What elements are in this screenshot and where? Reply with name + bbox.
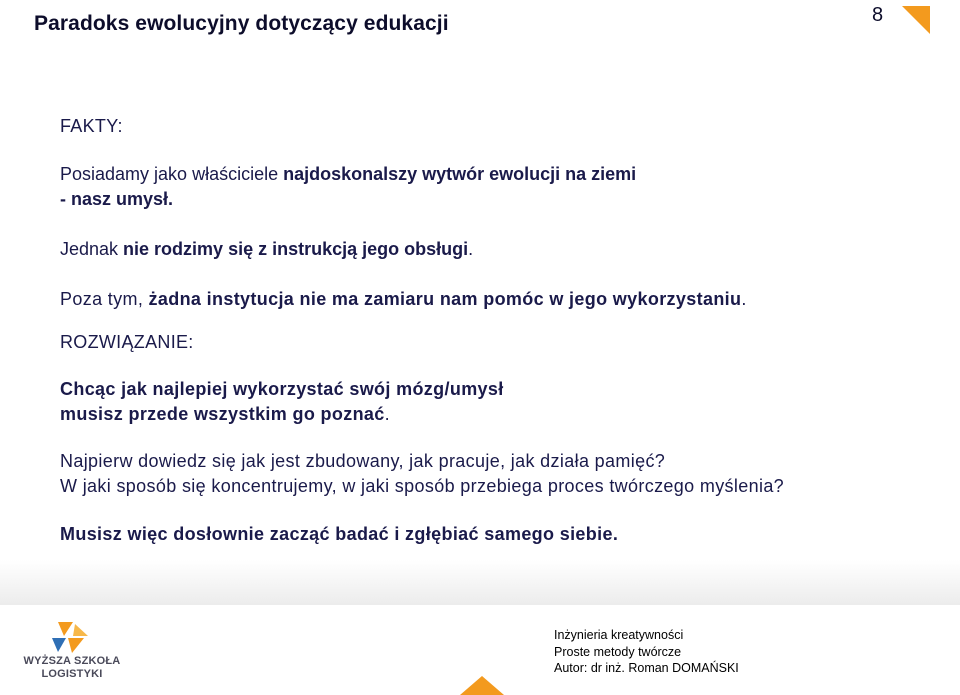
solution-line-2 xyxy=(60,402,940,427)
fact-3-emphasis: żadna instytucja nie ma zamiaru nam pomóc w jego wykorzystaniu xyxy=(148,289,742,309)
fact-1-emphasis: najdoskonalszy wytwór ewolucji na ziemi xyxy=(283,164,637,184)
bottom-triangle-icon xyxy=(460,676,504,695)
fact-2 xyxy=(60,237,940,262)
page-number: 8 xyxy=(872,4,884,26)
fact-3-end: . xyxy=(741,289,747,309)
school-logo-text xyxy=(22,655,122,681)
logo-line-2: LOGISTYKI xyxy=(41,668,103,680)
footer-gradient xyxy=(0,560,960,605)
credit-line-3: Autor: dr inż. Roman DOMAŃSKI xyxy=(554,661,739,675)
solution-line-2-emphasis: musisz przede wszystkim go poznać xyxy=(60,404,385,424)
slide-body xyxy=(60,114,940,547)
solution-line-2-end: . xyxy=(384,404,390,424)
question-1: Najpierw dowiedz się jak jest zbudowany, jak pracuje, jak działa pamięć? xyxy=(60,451,666,471)
corner-triangle-icon xyxy=(902,6,930,34)
fact-2-emphasis: nie rodzimy się z instrukcją jego obsługi xyxy=(123,239,469,259)
fact-2-text: Jednak xyxy=(60,239,124,259)
solution-label: ROZWIĄZANIE: xyxy=(60,332,194,352)
credit-line-1: Inżynieria kreatywności xyxy=(554,628,684,642)
fact-1 xyxy=(60,162,940,187)
conclusion: Musisz więc dosłownie zacząć badać i zgłębiać samego siebie. xyxy=(60,524,619,544)
facts-label: FAKTY: xyxy=(60,116,123,136)
fact-1-line2: - nasz umysł. xyxy=(60,189,174,209)
credit-line-2: Proste metody twórcze xyxy=(554,644,682,659)
fact-1-text: Posiadamy jako właściciele xyxy=(60,164,284,184)
solution-line-1: Chcąc jak najlepiej wykorzystać swój mózg/umysł xyxy=(60,379,504,399)
question-2: W jaki sposób się koncentrujemy, w jaki sposób przebiega proces twórczego myślenia? xyxy=(60,476,785,496)
footer-credits xyxy=(554,627,739,677)
fact-2-end: . xyxy=(468,239,474,259)
slide-title: Paradoks ewolucyjny dotyczący edukacji xyxy=(34,12,449,35)
fact-3 xyxy=(60,287,940,312)
school-logo-icon xyxy=(48,620,90,656)
fact-3-text: Poza tym, xyxy=(60,289,149,309)
logo-line-1: WYŻSZA SZKOŁA xyxy=(23,655,121,667)
